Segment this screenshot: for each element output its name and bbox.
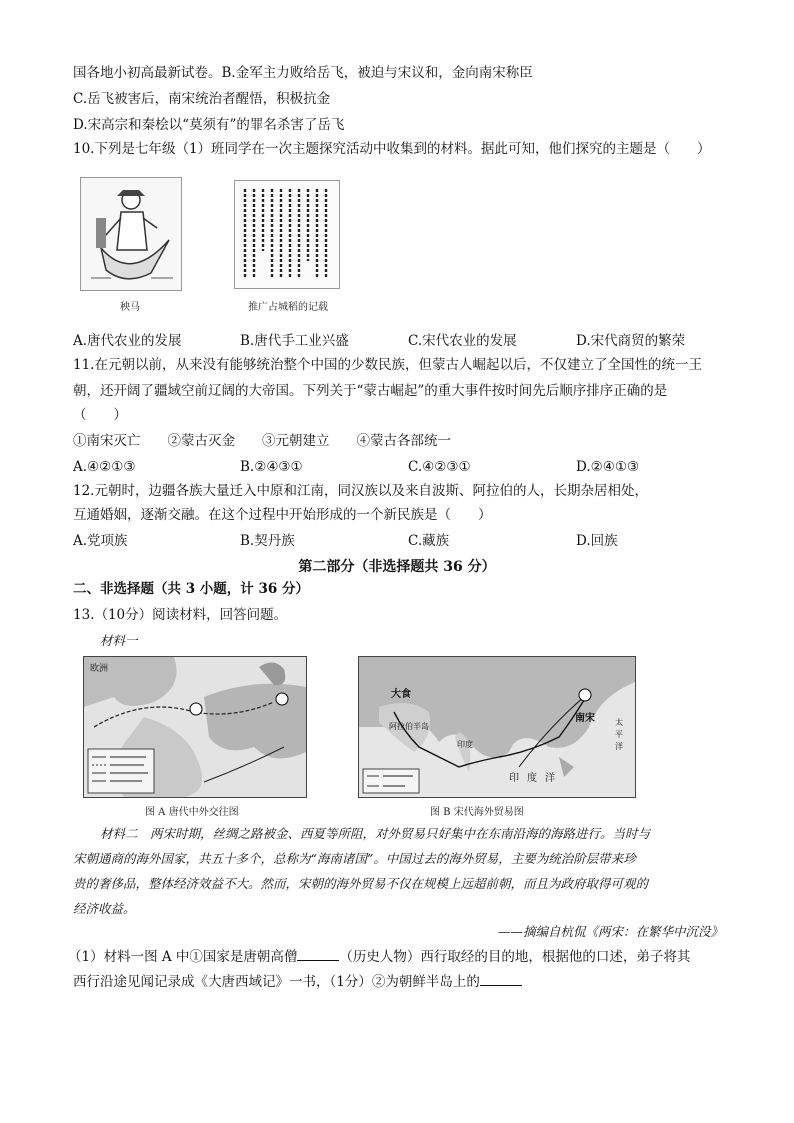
option-a[interactable]: A.④②①③ xyxy=(73,459,136,475)
text-line: D.宋高宗和秦桧以“莫须有”的罪名杀害了岳飞 xyxy=(73,117,345,133)
answer-blank[interactable] xyxy=(480,973,522,986)
map-a-icon xyxy=(84,657,306,797)
material-source: ——摘编自杭侃《两宋：在繁华中沉没》 xyxy=(498,924,724,939)
material-text: 经济收益。 xyxy=(73,901,136,916)
text-segment: （1）材料一图 A 中①国家是唐朝高僧 xyxy=(68,949,298,965)
map-label: 印度洋 xyxy=(509,773,563,784)
text-segment: （历史人物）西行取经的目的地，根据他的口述，弟子将其 xyxy=(339,949,691,965)
text-line: 国各地小初高最新试卷。B.金军主力败给岳飞，被迫与宋议和，金向南宋称臣 xyxy=(73,65,533,81)
ancient-text-icon xyxy=(235,181,339,288)
option-c[interactable]: C.藏族 xyxy=(408,533,450,549)
option-b[interactable]: B.契丹族 xyxy=(240,533,295,549)
option-a[interactable]: A.党项族 xyxy=(73,533,128,549)
image-caption: 秧马 xyxy=(120,302,140,313)
text-line: 朝，还开阔了疆域空前辽阔的大帝国。下列关于“蒙古崛起”的重大事件按时间先后顺序排序正确的是 xyxy=(73,383,668,399)
question-11: 11.在元朝以前，从来没有能够统治整个中国的少数民族，但蒙古人崛起以后，不仅建立了全国性的统一王 xyxy=(73,357,702,373)
option-d[interactable]: D.②④①③ xyxy=(576,459,640,475)
map-b-song xyxy=(358,656,636,798)
option-c[interactable]: C.④②③① xyxy=(408,459,471,475)
map-label: 南宋 xyxy=(575,713,595,724)
answer-blank[interactable] xyxy=(297,948,339,961)
answer-bracket: （ ） xyxy=(73,407,127,423)
question-12: 12.元朝时，边疆各族大量迁入中原和江南，同汉族以及来自波斯、阿拉伯的人，长期杂居相处， xyxy=(73,483,648,499)
question-13: 13.（10分）阅读材料，回答问题。 xyxy=(73,607,288,623)
map-label: 阿拉伯半岛 xyxy=(389,722,429,731)
map-label: 大食 xyxy=(391,689,411,700)
part-heading: 第二部分（非选择题共 36 分） xyxy=(298,559,496,575)
option-a[interactable]: A.唐代农业的发展 xyxy=(73,333,182,349)
option-d[interactable]: D.回族 xyxy=(576,533,618,549)
text-segment: 西行沿途见闻记录成《大唐西域记》一书，（1分）②为朝鲜半岛上的 xyxy=(73,974,480,990)
material-text: 贵的奢侈品，整体经济效益不大。然而，宋朝的海外贸易不仅在规模上远超前朝，而且为政府取得可观的 xyxy=(73,876,649,891)
material-label: 材料一 xyxy=(100,633,138,648)
farmer-boat-icon xyxy=(81,178,181,290)
map-label: 欧洲 xyxy=(90,664,109,674)
option-b[interactable]: B.②④③① xyxy=(240,459,303,475)
map-a-tang xyxy=(83,656,307,798)
map-caption: 图 A 唐代中外交往图 xyxy=(145,807,239,818)
map-caption: 图 B 宋代海外贸易图 xyxy=(430,807,524,818)
material-text: 材料二 两宋时期，丝绸之路被金、西夏等所阻，对外贸易只好集中在东南沿海的海路进行。当时与 xyxy=(100,826,651,841)
map-label: 太平洋 xyxy=(615,718,623,751)
question-10: 10.下列是七年级（1）班同学在一次主题探究活动中收集到的材料。据此可知，他们探究的主题是（ ） xyxy=(73,141,711,157)
option-b[interactable]: B.唐代手工业兴盛 xyxy=(240,333,349,349)
option-d[interactable]: D.宋代商贸的繁荣 xyxy=(576,333,686,349)
text-line: 互通婚姻，逐渐交融。在这个过程中开始形成的一个新民族是（ ） xyxy=(73,507,492,523)
document-illustration xyxy=(234,180,340,289)
text-line: C.岳飞被害后，南宋统治者醒悟，积极抗金 xyxy=(73,91,331,107)
image-caption: 推广占城稻的记载 xyxy=(248,302,328,313)
material-text: 宋朝通商的海外国家，共五十多个，总称为“海南诸国”。中国过去的海外贸易，主要为统治阶层带来珍 xyxy=(73,851,636,866)
sub-question-1 xyxy=(68,948,690,966)
event-list: ①南宋灭亡 ②蒙古灭金 ③元朝建立 ④蒙古各部统一 xyxy=(73,433,451,449)
section-heading: 二、非选择题（共 3 小题，计 36 分） xyxy=(73,581,309,597)
yangma-illustration xyxy=(80,177,182,291)
option-c[interactable]: C.宋代农业的发展 xyxy=(408,333,517,349)
text-line xyxy=(73,973,522,991)
map-label: 印度 xyxy=(457,740,473,749)
